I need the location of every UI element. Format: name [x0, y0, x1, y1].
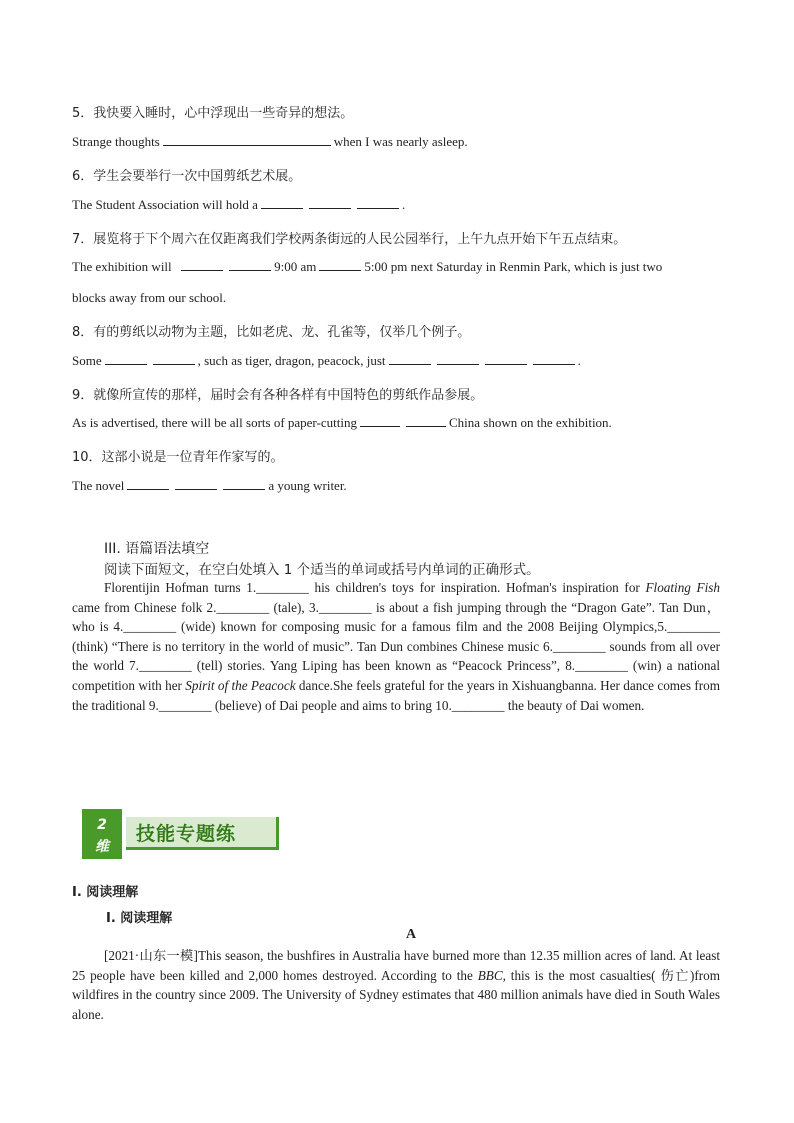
banner-number-block: [82, 809, 122, 859]
answer-blank[interactable]: [175, 478, 217, 490]
question-7-english-cont: blocks away from our school.: [72, 290, 227, 305]
answer-blank[interactable]: [127, 478, 169, 490]
question-6-english: The Student Association will hold a .: [72, 197, 406, 212]
question-10-chinese: 10．这部小说是一位青年作家写的。: [72, 450, 284, 465]
answer-blank[interactable]: [163, 134, 331, 146]
answer-blank[interactable]: [261, 197, 303, 209]
question-5-english: [72, 134, 468, 150]
q10-text-a: The novel: [72, 478, 125, 493]
question-8-english: Some , such as tiger, dragon, peacock, just .: [72, 353, 581, 368]
section-1-subheading: Ⅰ. 阅读理解: [106, 911, 173, 926]
answer-blank[interactable]: [105, 353, 147, 365]
q5-text-a: Strange thoughts: [72, 134, 160, 149]
q10-text-b: a young writer.: [268, 478, 347, 493]
answer-blank[interactable]: [181, 259, 223, 271]
passage-text-b: this is the most casualties( 伤亡)from wildfires in the country since 2009. The University of Sydney estimates that 480 million animals have died in South Wales alone.: [72, 967, 721, 1022]
passage-source: [2021·山东一模]: [104, 948, 198, 963]
section-1-heading: I. 阅读理解: [72, 885, 139, 900]
answer-blank[interactable]: [437, 353, 479, 365]
banner-char: 维: [95, 839, 109, 855]
answer-blank[interactable]: [153, 353, 195, 365]
section-3-title: III. 语篇语法填空: [104, 541, 210, 557]
answer-blank[interactable]: [360, 415, 400, 427]
q8-text-a: Some: [72, 353, 102, 368]
answer-blank[interactable]: [309, 197, 351, 209]
section-3-instruction: 阅读下面短文，在空白处填入 1 个适当的单词或括号内单词的正确形式。: [104, 562, 540, 578]
question-9-english: [72, 415, 612, 431]
q8-text-b: , such as tiger, dragon, peacock, just: [197, 353, 386, 368]
q9-text-b: China shown on the exhibition.: [448, 415, 612, 430]
question-10-english: [72, 478, 347, 494]
q7-text-b: 9:00 am: [274, 259, 317, 274]
answer-blank[interactable]: [485, 353, 527, 365]
answer-blank[interactable]: [533, 353, 575, 365]
q7-text-a: The exhibition will: [72, 259, 172, 274]
question-9-chinese: 9．就像所宣传的那样，届时会有各种各样有中国特色的剪纸作品参展。: [72, 388, 484, 403]
grammar-passage: Florentijin Hofman turns 1.________ his children's toys for inspiration. Hofman's inspiration for Floating Fish came from Chinese folk 2.________ (tale), 3.________ is about a fish jumping through the “Dragon Gate”. Tan Dun，who is 4.________ (wide) known for composing music for a famous film and the 2008 Beijing Olympics,5.________ (think) “There is no territory in the world of music”. Tan Dun combines Chinese music 6.________ sounds from all over the world 7.________ (tell) stories. Yang Liping has been known as “Peacock Princess”, 8.________ (win) a national competition with her Spirit of the Peacock dance.She feels grateful for the years in Xishuangbanna. Her dance comes from the traditional 9.________ (believe) of Dai people and aims to bring 10.________ the beauty of Dai women.: [72, 580, 720, 713]
q6-text-a: The Student Association will hold a: [72, 197, 258, 212]
answer-blank[interactable]: [357, 197, 399, 209]
reading-passage-a: [72, 946, 720, 1024]
answer-blank[interactable]: [319, 259, 361, 271]
part-label: A: [406, 927, 417, 942]
passage-text-a: This season, the bushfires in Australia have burned more than 12.35 million acres of land. At least 25 people have been killed and 2,000 homes destroyed. According to the: [72, 948, 720, 983]
q7-text-c: 5:00 pm next Saturday in Renmin Park, which is just two: [364, 259, 663, 274]
question-5-chinese: 5．我快要入睡时，心中浮现出一些奇异的想法。: [72, 106, 354, 121]
question-8-chinese: 8．有的剪纸以动物为主题，比如老虎、龙、孔雀等，仅举几个例子。: [72, 325, 471, 340]
answer-blank[interactable]: [406, 415, 446, 427]
answer-blank[interactable]: [229, 259, 271, 271]
q5-text-b: when I was nearly asleep.: [333, 134, 468, 149]
question-7-chinese: 7．展览将于下个周六在仅距离我们学校两条街远的人民公园举行，上午九点开始下午五点结束。: [72, 232, 627, 247]
answer-blank[interactable]: [389, 353, 431, 365]
banner-number: 2: [97, 817, 107, 833]
banner-band: [126, 817, 279, 850]
question-6-chinese: 6．学生会要举行一次中国剪纸艺术展。: [72, 169, 302, 184]
question-7-english: [72, 259, 662, 275]
banner-title: 技能专题练: [136, 823, 237, 845]
passage-bbc: BBC,: [477, 967, 506, 983]
q9-text-a: As is advertised, there will be all sorts of paper-cutting: [72, 415, 357, 430]
skills-banner: [82, 809, 278, 859]
answer-blank[interactable]: [223, 478, 265, 490]
